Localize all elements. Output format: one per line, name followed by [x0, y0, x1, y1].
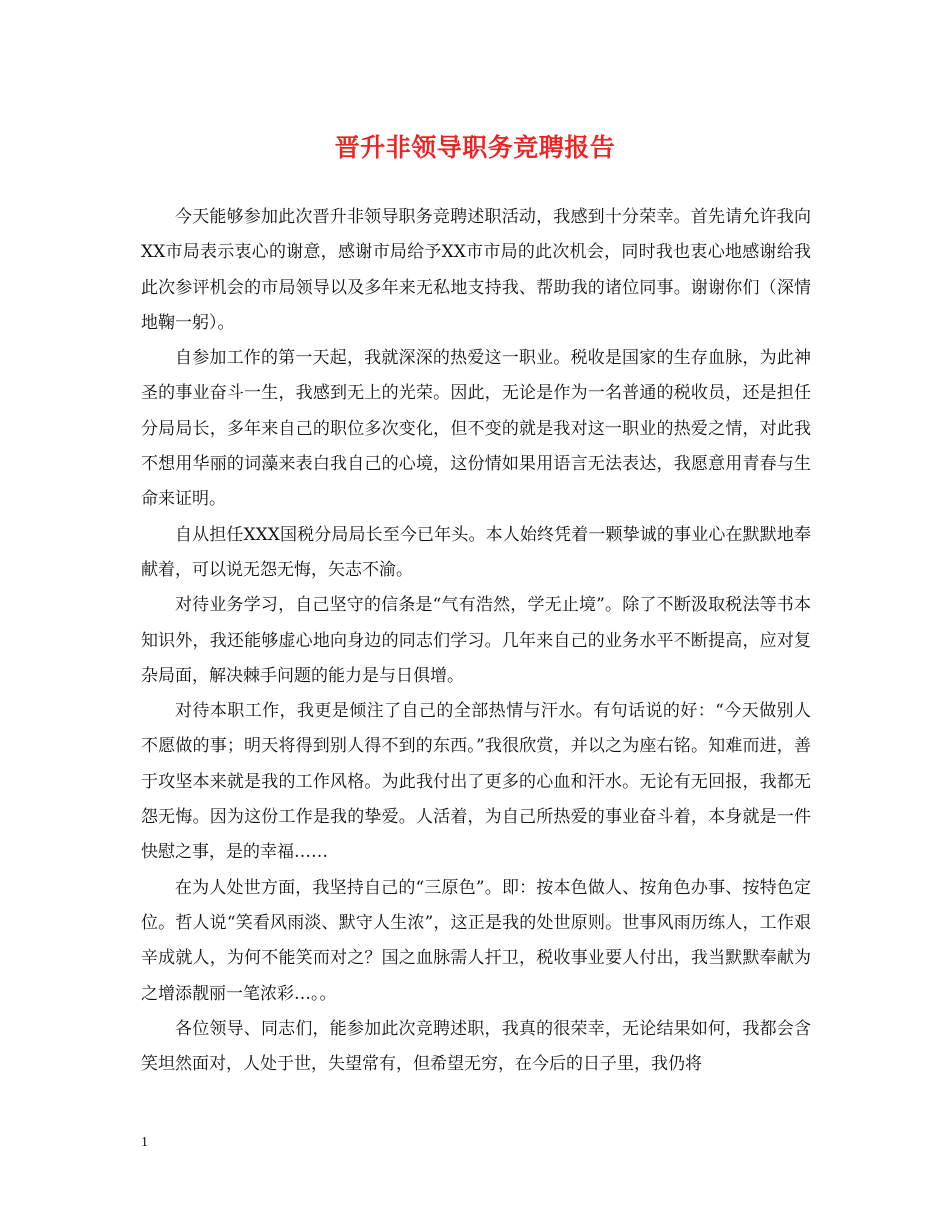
document-body [141, 200, 811, 1082]
paragraph: 在为人处世方面，我坚持自己的“三原色”。即：按本色做人、按角色办事、按特色定位。哲人说“笑看风雨淡、默守人生浓”，这正是我的处世原则。世事风雨历练人，工作艰辛成就人，为何不能笑而对之？国之血脉需人扞卫，税收事业要人付出，我当默默奉献为之增添靓丽一笔浓彩…。。 [141, 877, 811, 1004]
paragraph: 对待业务学习，自己坚守的信条是“气有浩然，学无止境”。除了不断汲取税法等书本知识外，我还能够虚心地向身边的同志们学习。几年来自己的业务水平不断提高，应对复杂局面，解决棘手问题的能力是与日俱增。 [141, 595, 811, 686]
paragraph: 自从担任XXX国税分局局长至今已年头。本人始终凭着一颗挚诚的事业心在默默地奉献着，可以说无怨无悔，矢志不渝。 [141, 524, 811, 580]
paragraph: 各位领导、同志们，能参加此次竞聘述职，我真的很荣幸，无论结果如何，我都会含笑坦然面对，人处于世，失望常有，但希望无穷，在今后的日子里，我仍将 [141, 1018, 811, 1075]
paragraph: 今天能够参加此次晋升非领导职务竞聘述职活动，我感到十分荣幸。首先请允许我向XX市局表示衷心的谢意，感谢市局给予XX市市局的此次机会，同时我也衷心地感谢给我此次参评机会的市局领导以及多年来无私地支持我、帮助我的诸位同事。谢谢你们（深情地鞠一躬）。 [141, 207, 811, 333]
paragraph: 自参加工作的第一天起，我就深深的热爱这一职业。税收是国家的生存血脉，为此神圣的事业奋斗一生，我感到无上的光荣。因此，无论是作为一名普通的税收员，还是担任分局局长，多年来自己的职位多次变化，但不变的就是我对这一职业的热爱之情，对此我不想用华丽的词藻来表白我自己的心境，这份情如果用语言无法表达，我愿意用青春与生命来证明。 [141, 348, 811, 510]
document-title: 晋升非领导职务竞聘报告 [334, 133, 616, 162]
page-number: 1 [141, 1135, 148, 1150]
paragraph: 对待本职工作，我更是倾注了自己的全部热情与汗水。有句话说的好：“今天做别人不愿做的事；明天将得到别人得不到的东西。”我很欣赏，并以之为座右铭。知难而进，善于攻坚本来就是我的工作风格。为此我付出了更多的心血和汗水。无论有无回报，我都无怨无悔。因为这份工作是我的挚爱。人活着，为自己所热爱的事业奋斗着，本身就是一件快慰之事，是的幸福…… [141, 701, 811, 863]
